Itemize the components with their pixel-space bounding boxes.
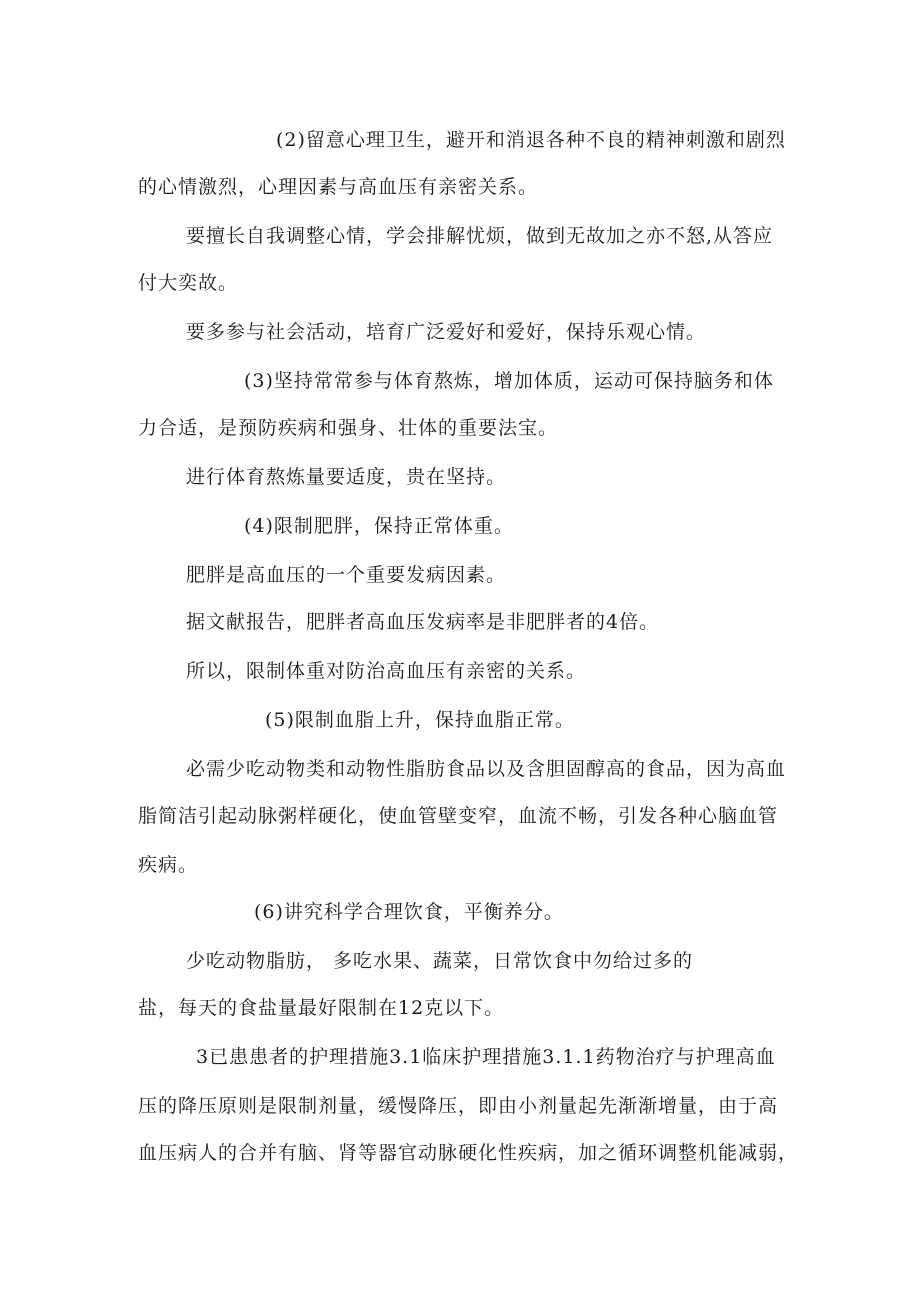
paragraph-line: (2)留意心理卫生，避开和消退各种不良的精神刺激和剧烈 (276, 129, 786, 151)
paragraph-line: 要多参与社会活动，培育广泛爱好和爱好，保持乐观心情。 (186, 321, 707, 343)
paragraph-line: 3已患患者的护理措施3.1临床护理措施3.1.1药物治疗与护理高血 (196, 1046, 776, 1068)
paragraph-line: 所以，限制体重对防治高血压有亲密的关系。 (186, 660, 587, 682)
paragraph-line: 付大奕故。 (138, 272, 239, 294)
paragraph-line: 压的降压原则是限制剂量，缓慢降压，即由小剂量起先渐渐增量，由于高 (138, 1095, 779, 1117)
paragraph-line: 要擅长自我调整心情，学会排解忧烦，做到无故加之亦不怒,从答应 (186, 225, 774, 247)
paragraph-line: 肥胖是高血压的一个重要发病因素。 (186, 564, 507, 586)
paragraph-line: 疾病。 (138, 854, 199, 876)
paragraph-line: 据文献报告，肥胖者高血压发病率是非肥胖者的4倍。 (186, 611, 660, 633)
paragraph-line: 进行体育熬炼量要适度，贵在坚持。 (186, 466, 507, 488)
paragraph-line: 少吃动物脂肪， 多吃水果、蔬菜，日常饮食中勿给过多的 (186, 950, 694, 972)
paragraph-line: (6)讲究科学合理饮食，平衡养分。 (254, 901, 564, 923)
paragraph-line: (5)限制血脂上升，保持血脂正常。 (265, 709, 575, 731)
paragraph-line: 脂简洁引起动脉粥样硬化，使血管壁变窄，血流不畅，引发各种心脑血管 (138, 805, 779, 827)
paragraph-line: 力合适，是预防疾病和强身、壮体的重要法宝。 (138, 417, 559, 439)
paragraph-line: (3)坚持常常参与体育熬炼，增加体质，运动可保持脑务和体 (244, 370, 774, 392)
paragraph-line: 必需少吃动物类和动物性脂肪食品以及含胆固醇高的食品，因为高血 (186, 758, 787, 780)
paragraph-line: 盐，每天的食盐量最好限制在12克以下。 (138, 997, 505, 1019)
paragraph-line: 的心情激烈，心理因素与高血压有亲密关系。 (138, 176, 539, 198)
paragraph-line: (4)限制肥胖，保持正常体重。 (244, 515, 514, 537)
paragraph-line: 血压病人的合并有脑、肾等器官动脉硬化性疾病，加之循环调整机能减弱， (138, 1142, 799, 1164)
